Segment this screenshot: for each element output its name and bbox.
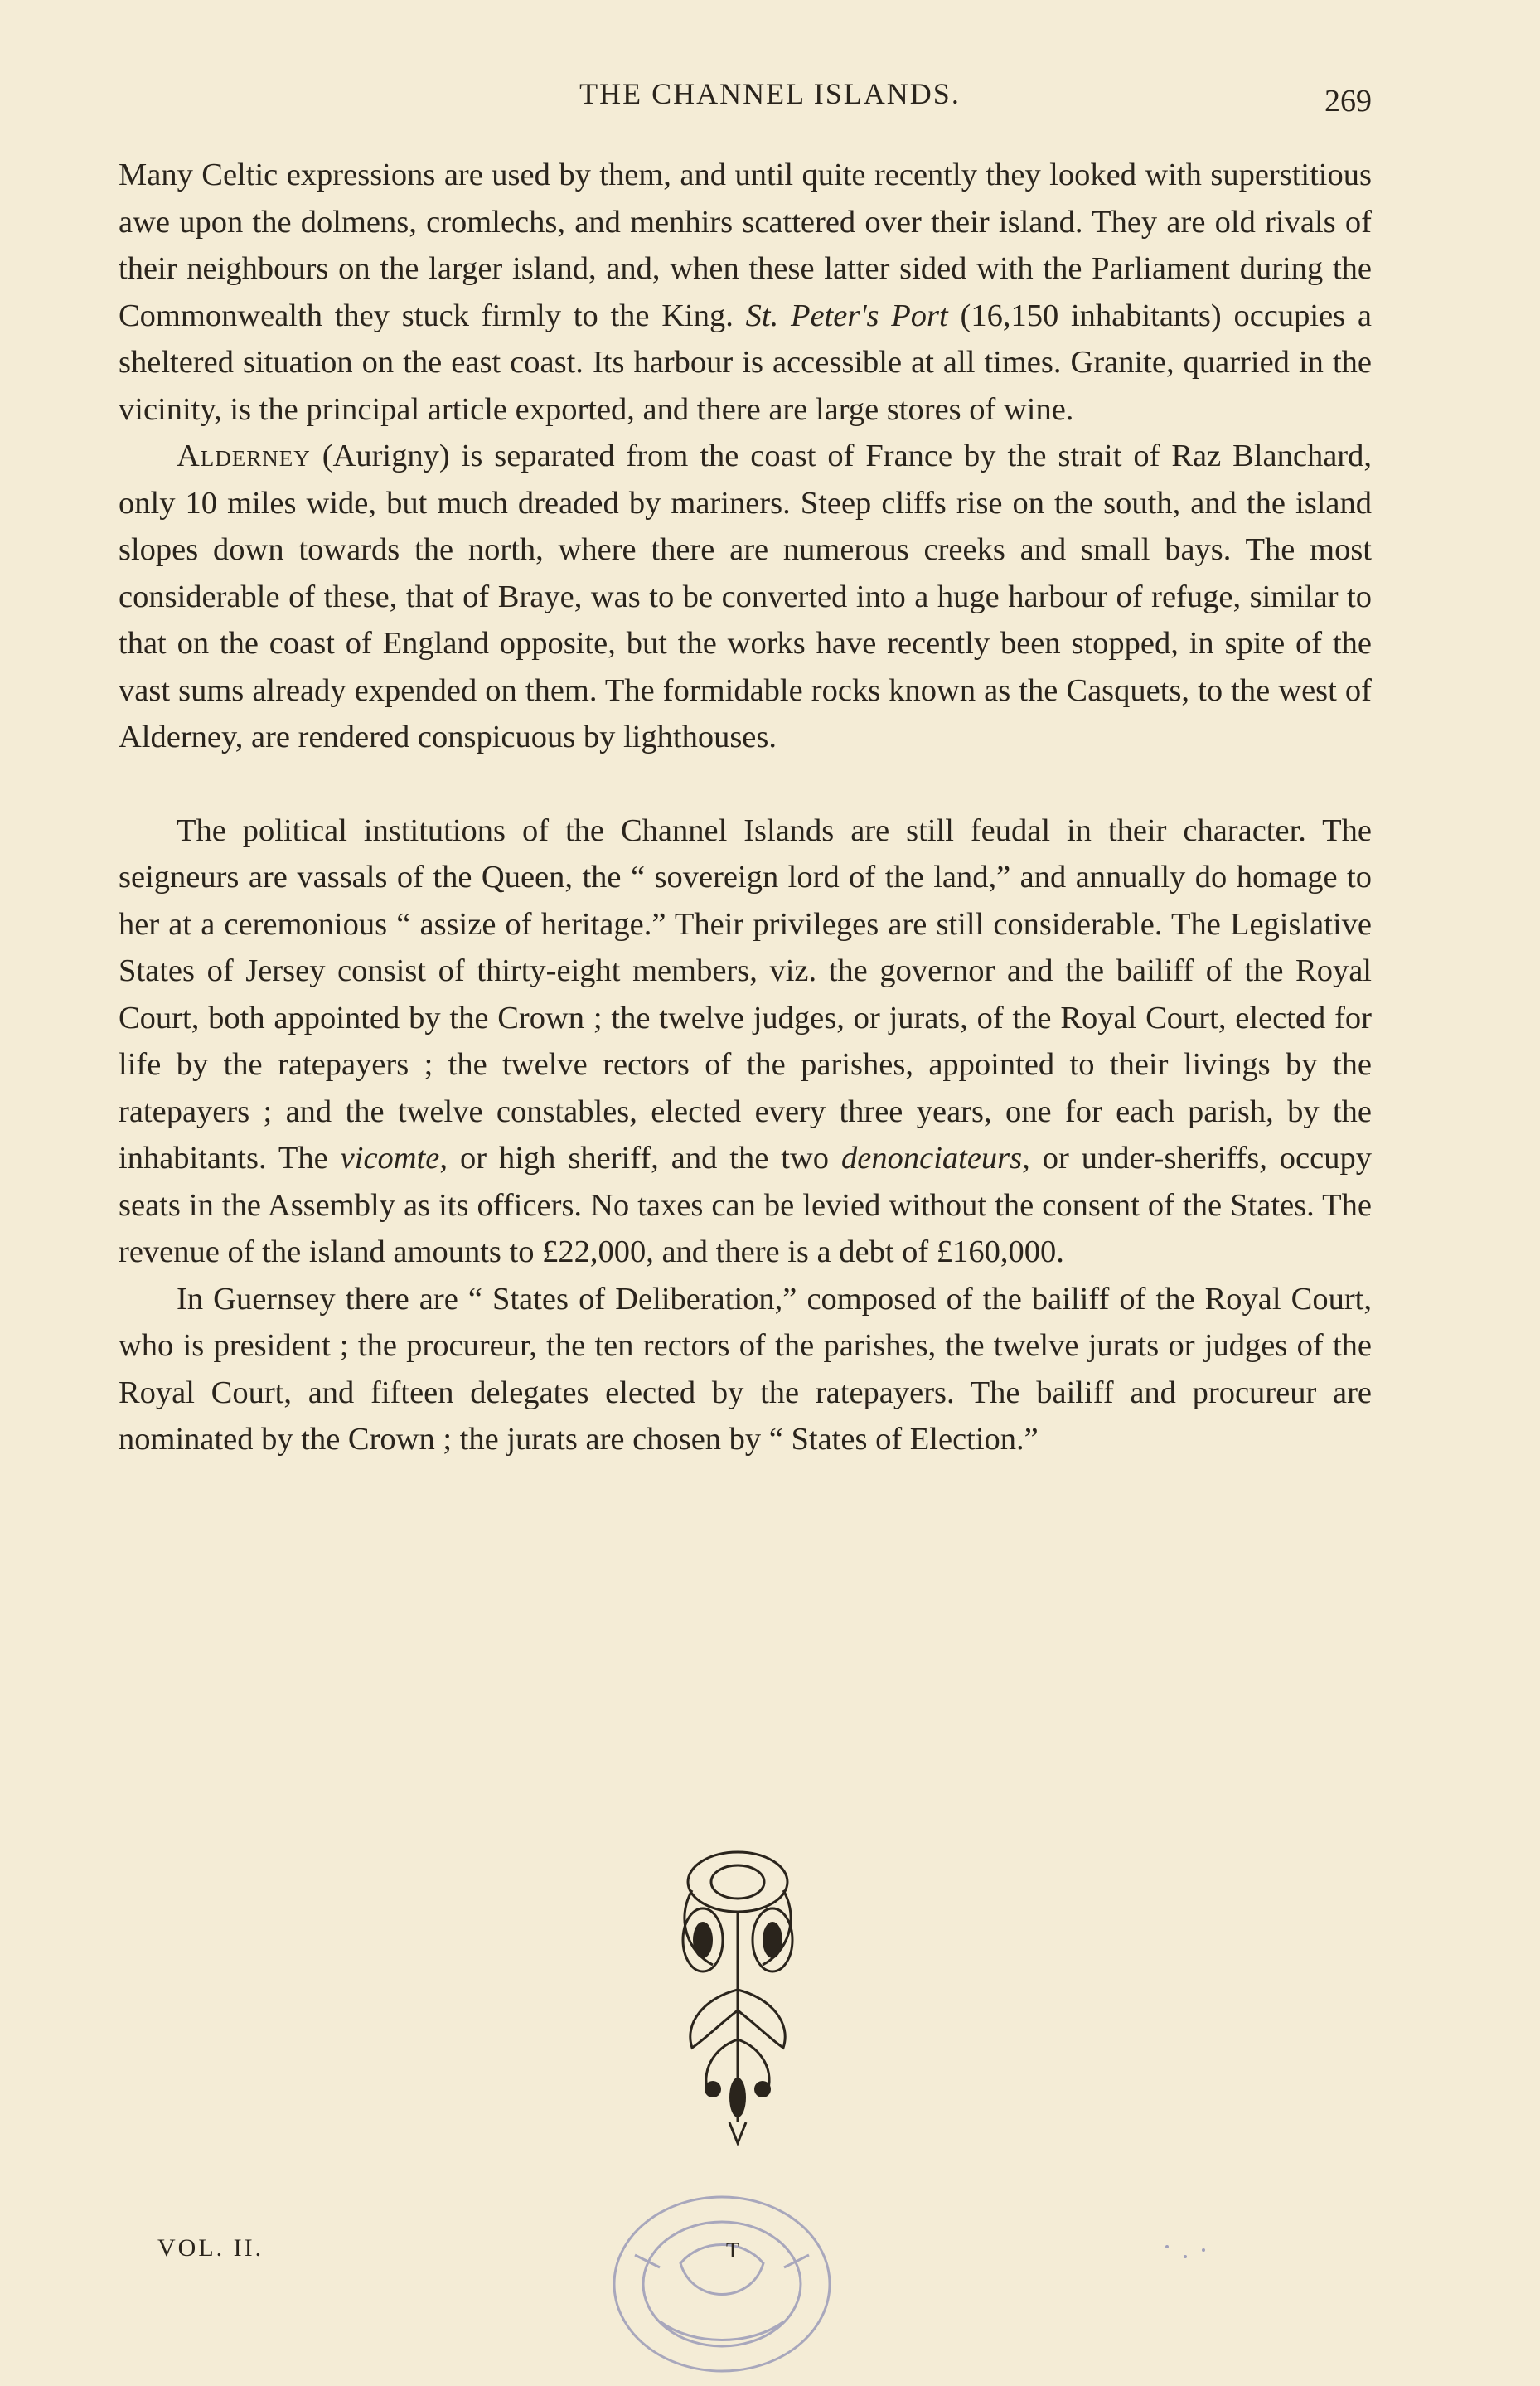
paragraph-4: [119, 1276, 1372, 1463]
paragraph-1-italic: St. Peter's Port: [745, 298, 948, 333]
floral-ornament: [655, 1840, 821, 2147]
paragraph-2: [119, 433, 1372, 761]
paragraph-4-text: In Guernsey there are “ States of Deliberation,” composed of the bailiff of the Royal Court, who is president ; the procureur, the ten rectors of the parishes, the twelve jurats or judges of the Royal Court, and fifteen delegates elected by the ratepayers. The bailiff and procureur are nominated by the Crown ; the jurats are chosen by “ States of Election.”: [119, 1281, 1372, 1457]
running-head: THE CHANNEL ISLANDS.: [579, 77, 961, 110]
signature-letter: T: [726, 2238, 739, 2262]
paragraph-2-lead: Alderney: [177, 439, 311, 473]
paragraph-3-italic-2: denonciateurs: [841, 1141, 1023, 1176]
body-text: [119, 152, 1372, 1463]
paragraph-3-text: The political institutions of the Channel Islands are still feudal in their character. The seigneurs are vassals of the Queen, the “ sovereign lord of the land,” and annually do homage to her at a ceremonious “ assize of heritage.” Their privileges are still considerable. The Legislative States of Jersey consist of thirty-eight members, viz. the governor and the bailiff of the Royal Court, both appointed by the Crown ; the twelve judges, or jurats, of the Royal Court, elected for life by the ratepayers ; the twelve rectors of the parishes, appointed to their livings by the ratepayers ; and the twelve constables, elected every three years, one for each parish, by the inhabitants. The: [119, 812, 1372, 1176]
paragraph-3: [119, 807, 1372, 1276]
library-stamp: [602, 2180, 842, 2379]
paragraph-1-text: Many Celtic expressions are used by them, and until quite recently they looked with superstitious awe upon the dolmens, cromlechs, and menhirs scattered over their island. They are old rivals of their neighbours on the larger island, and, when these latter sided with the Parliament during the Commonwealth they stuck firmly to the King.: [119, 158, 1372, 333]
paragraph-3-italic-1: vicomte: [340, 1141, 440, 1176]
paper-speck: [1160, 2238, 1218, 2272]
volume-label: VOL. II.: [157, 2234, 264, 2262]
paragraph-3-text-mid: , or high sheriff, and the two: [439, 1141, 842, 1176]
paragraph-2-text: (Aurigny) is separated from the coast of France by the strait of Raz Blanchard, only 10 miles wide, but much dreaded by mariners. Steep cliffs rise on the south, and the island slopes down towards the north, where there are numerous creeks and small bays. The most considerable of these, that of Braye, was to be converted into a huge harbour of refuge, similar to that on the coast of England opposite, but the works have recently been stopped, in spite of the vast sums already expended on them. The formidable rocks known as the Casquets, to the west of Alderney, are rendered conspicuous by lighthouses.: [119, 439, 1372, 754]
paragraph-1: [119, 152, 1372, 433]
paragraph-3-text-end: , or under-sheriffs, occupy seats in the Assembly as its officers. No taxes can be levied without the consent of the States. The revenue of the island amounts to £22,000, and there is a debt of £160,000.: [119, 1141, 1372, 1269]
paragraph-1-text-end: (16,150 inhabitants) occupies a sheltered situation on the east coast. Its harbour is accessible at all times. Granite, quarried in the vicinity, is the principal article exported, and there are large stores of wine.: [119, 298, 1373, 427]
page-number: 269: [1324, 84, 1372, 119]
